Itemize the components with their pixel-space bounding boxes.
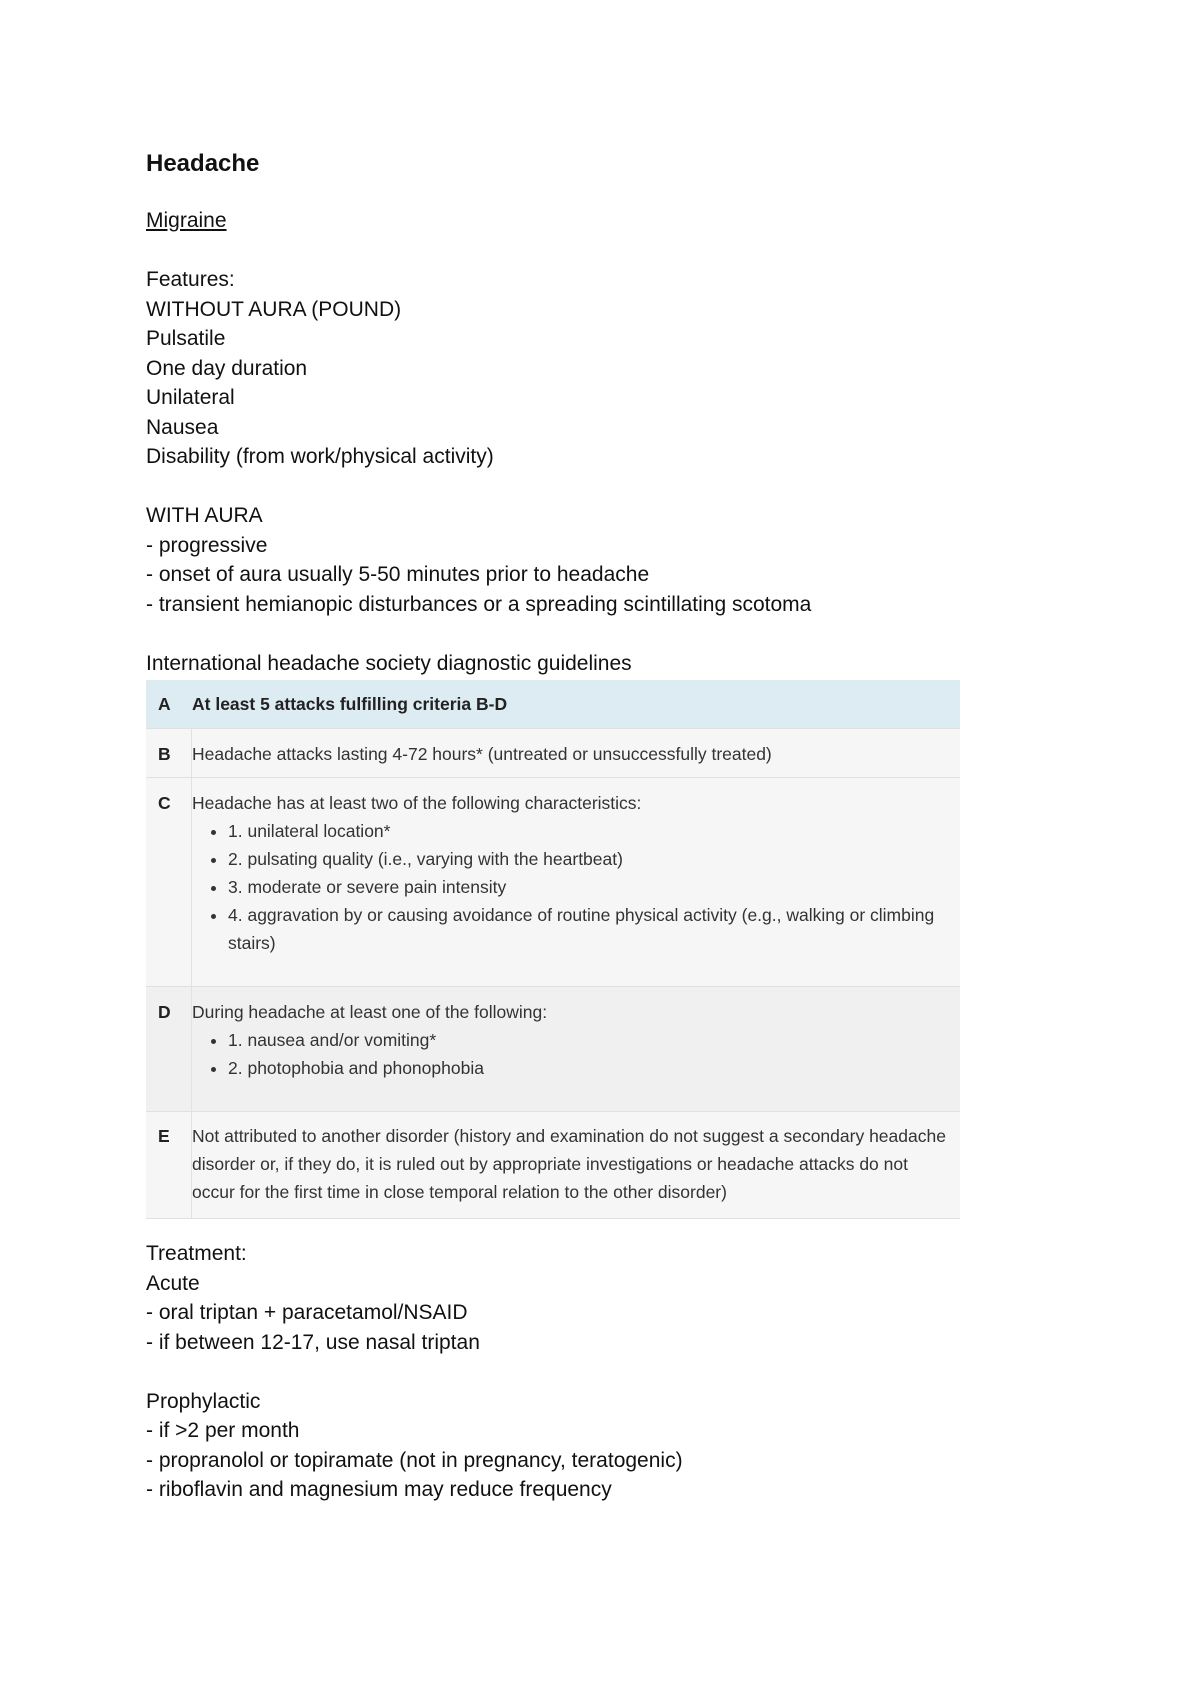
criteria-text: Headache has at least two of the following characteristics: — [192, 793, 642, 813]
acute-heading: Acute — [146, 1271, 200, 1295]
criteria-key: A — [158, 694, 171, 714]
with-aura-heading: WITH AURA — [146, 504, 263, 527]
criteria-row-b — [146, 729, 960, 778]
criteria-key: B — [146, 729, 192, 777]
criteria-text: Headache attacks lasting 4-72 hours* (untreated or unsuccessfully treated) — [192, 744, 772, 764]
criteria-key: E — [146, 1112, 192, 1218]
without-aura-item: One day duration — [146, 356, 308, 380]
with-aura-item: - transient hemianopic disturbances or a spreading scintillating scotoma — [146, 592, 812, 616]
features-heading: Features: — [146, 268, 235, 291]
criteria-list — [192, 817, 950, 957]
criteria-list-item: • 3. moderate or severe pain intensity — [228, 873, 950, 901]
prophylactic-item: - propranolol or topiramate (not in pregnancy, teratogenic) — [146, 1448, 683, 1472]
without-aura-item: Nausea — [146, 415, 219, 439]
without-aura-item: Unilateral — [146, 386, 235, 409]
prophylactic-item: - if >2 per month — [146, 1419, 300, 1442]
criteria-table — [146, 680, 960, 1219]
treatment-heading: Treatment: — [146, 1242, 247, 1265]
without-aura-heading: WITHOUT AURA (POUND) — [146, 297, 402, 321]
criteria-list-item: • 1. unilateral location* — [228, 817, 950, 845]
criteria-key: C — [146, 778, 192, 986]
without-aura-item: Disability (from work/physical activity) — [146, 445, 494, 468]
document-page — [146, 148, 1046, 1505]
criteria-text: At least 5 attacks fulfilling criteria B-D — [192, 694, 508, 714]
criteria-row-a — [146, 680, 960, 729]
criteria-row-d — [146, 987, 960, 1112]
criteria-list-item: • 4. aggravation by or causing avoidance of routine physical activity (e.g., walking or climbing stairs) — [228, 901, 950, 957]
criteria-list — [192, 1026, 950, 1082]
with-aura-item: - progressive — [146, 533, 268, 557]
criteria-row-e — [146, 1112, 960, 1219]
without-aura-item: Pulsatile — [146, 327, 226, 350]
guidelines-heading: International headache society diagnostic guidelines — [146, 651, 632, 675]
criteria-list-item: • 1. nausea and/or vomiting* — [228, 1026, 950, 1054]
prophylactic-heading: Prophylactic — [146, 1389, 261, 1413]
acute-item: - oral triptan + paracetamol/NSAID — [146, 1301, 468, 1324]
page-title: Headache — [146, 150, 260, 177]
prophylactic-item: - riboflavin and magnesium may reduce frequency — [146, 1478, 612, 1501]
criteria-text: During headache at least one of the following: — [192, 1002, 548, 1022]
with-aura-item: - onset of aura usually 5-50 minutes prior to headache — [146, 563, 650, 586]
criteria-row-c — [146, 778, 960, 987]
acute-item: - if between 12-17, use nasal triptan — [146, 1330, 480, 1354]
criteria-list-item: • 2. photophobia and phonophobia — [228, 1054, 950, 1082]
criteria-list-item: • 2. pulsating quality (i.e., varying with the heartbeat) — [228, 845, 950, 873]
criteria-key: D — [146, 987, 192, 1111]
criteria-text: Not attributed to another disorder (history and examination do not suggest a secondary headache disorder or, if they do, it is ruled out by appropriate investigations or headache attacks do not occur for the first time in close temporal relation to the other disorder) — [192, 1126, 946, 1202]
section-heading-migraine: Migraine — [146, 209, 227, 232]
